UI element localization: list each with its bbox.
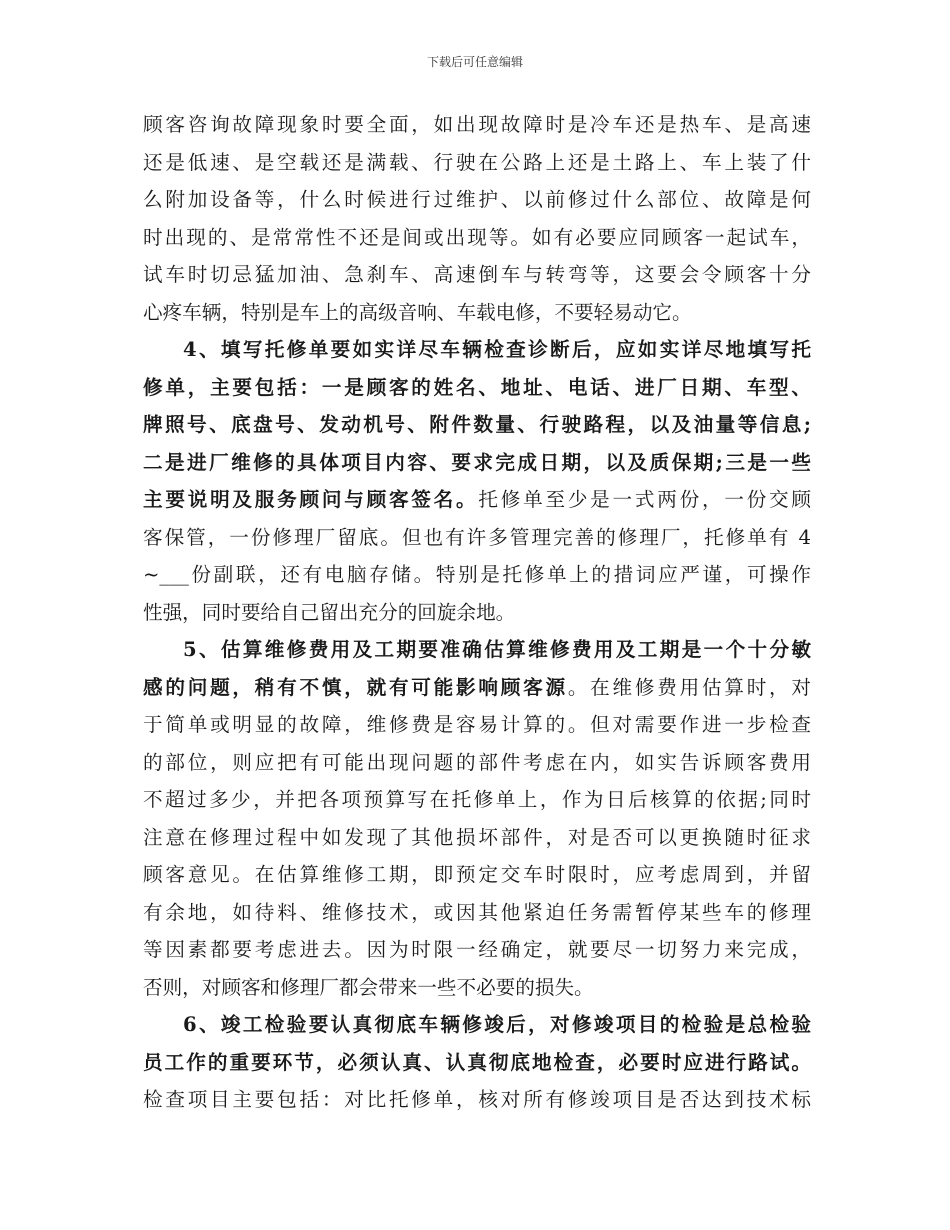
text-line: 客保管，一份修理厂留底。但也有许多管理完善的修理厂，托修单有 4 xyxy=(143,525,811,549)
text-line: 检查项目主要包括：对比托修单，核对所有修竣项目是否达到技术标 xyxy=(143,1088,811,1111)
text-line: 性强，同时要给自己留出充分的回旋余地。 xyxy=(143,600,516,624)
text-line: 主要说明及服务顾问与顾客签名。托修单至少是一式两份，一份交顾 xyxy=(143,488,811,511)
text-line: 顾客咨询故障现象时要全面，如出现故障时是冷车还是热车、是高速 xyxy=(143,113,811,136)
section-heading-line: 5、估算维修费用及工期要准确估算维修费用及工期是一个十分敏 xyxy=(183,638,811,661)
text-line: 感的问题，稍有不慎，就有可能影响顾客源。在维修费用估算时，对 xyxy=(143,675,811,699)
text-line: 还是低速、是空载还是满载、行驶在公路上还是土路上、车上装了什 xyxy=(143,150,811,174)
text-line: ~___份副联，还有电脑存储。特别是托修单上的措词应严谨，可操作 xyxy=(143,563,811,586)
paragraph-repair-order xyxy=(143,331,811,631)
text-line: 不超过多少，并把各项预算写在托修单上，作为日后核算的依据;同时 xyxy=(143,788,811,811)
text-line: 修单，主要包括：一是顾客的姓名、地址、电话、进厂日期、车型、 xyxy=(143,375,811,399)
text-line: 注意在修理过程中如发现了其他损坏部件，对是否可以更换随时征求 xyxy=(143,825,811,849)
text-line: 时出现的、是常常性不还是间或出现等。如有必要应同顾客一起试车， xyxy=(143,225,811,249)
text-line: 试车时切忌猛加油、急刹车、高速倒车与转弯等，这要会令顾客十分 xyxy=(143,263,811,286)
paragraph-customer-inquiry xyxy=(143,106,811,331)
text-line: 员工作的重要环节，必须认真、认真彻底地检查，必要时应进行路试。 xyxy=(143,1050,811,1074)
text-line: 牌照号、底盘号、发动机号、附件数量、行驶路程，以及油量等信息; xyxy=(143,413,811,436)
page-header: 下载后可任意编辑 xyxy=(426,55,523,69)
text-line: 心疼车辆，特别是车上的高级音响、车载电修，不要轻易动它。 xyxy=(143,300,692,324)
text-line: 二是进厂维修的具体项目内容、要求完成日期，以及质保期;三是一些 xyxy=(143,450,811,474)
text-line: 有余地，如待料、维修技术，或因其他紧迫任务需暂停某些车的修理 xyxy=(143,900,811,924)
text-line: 于简单或明显的故障，维修费是容易计算的。但对需要作进一步检查 xyxy=(143,713,811,736)
text-line: 等因素都要考虑进去。因为时限一经确定，就要尽一切努力来完成， xyxy=(143,938,811,961)
section-heading-line: 6、竣工检验要认真彻底车辆修竣后，对修竣项目的检验是总检验 xyxy=(183,1013,811,1036)
text-line: 顾客意见。在估算维修工期，即预定交车时限时，应考虑周到，并留 xyxy=(143,863,811,886)
document-body xyxy=(143,106,811,1119)
text-line: 么附加设备等，什么时候进行过维护、以前修过什么部位、故障是何 xyxy=(143,188,811,211)
text-line: 的部位，则应把有可能出现问题的部件考虑在内，如实告诉顾客费用 xyxy=(143,750,811,774)
section-heading-line: 4、填写托修单要如实详尽车辆检查诊断后，应如实详尽地填写托 xyxy=(183,338,811,361)
paragraph-cost-estimate xyxy=(143,631,811,1006)
paragraph-completion-inspection xyxy=(143,1006,811,1119)
text-line: 否则，对顾客和修理厂都会带来一些不必要的损失。 xyxy=(143,975,594,999)
